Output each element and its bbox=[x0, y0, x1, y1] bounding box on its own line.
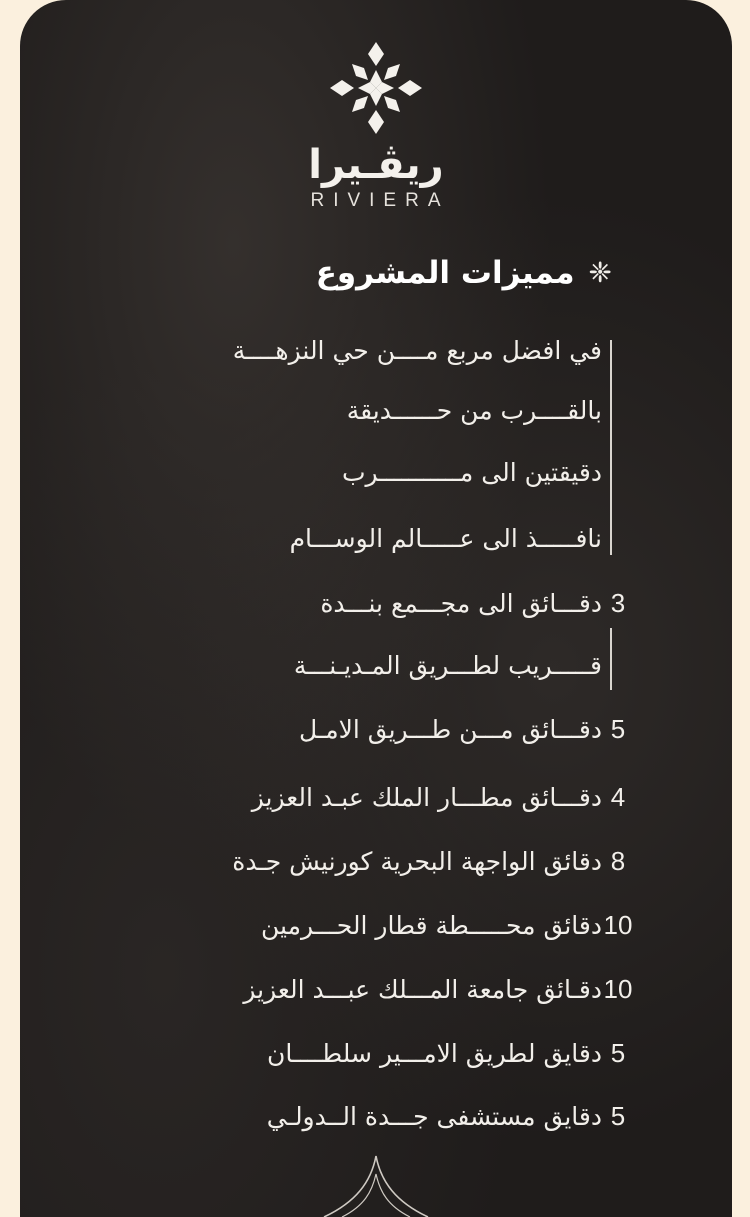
features-title: مميزات المشروع bbox=[315, 255, 575, 291]
feature-item bbox=[132, 836, 626, 886]
feature-item bbox=[132, 385, 602, 435]
feature-text: بالقــــرب من حــــــديقة bbox=[346, 395, 602, 425]
feature-item bbox=[132, 1091, 626, 1141]
feature-text: دقائق الواجهة البحرية كورنيش جـدة bbox=[232, 846, 602, 876]
bottom-ornament bbox=[20, 1152, 732, 1217]
feature-item bbox=[132, 513, 602, 563]
feature-text: دقايق لطريق الامـــير سلطــــان bbox=[267, 1038, 602, 1068]
logo-english-name: RIVIERA bbox=[310, 190, 450, 211]
feature-text: دقـــائق مطـــار الملك عبـد العزيز bbox=[251, 782, 602, 812]
arch-ornament-icon bbox=[316, 1152, 436, 1217]
feature-item bbox=[132, 772, 626, 822]
feature-item bbox=[132, 640, 602, 690]
feature-minutes: 10 bbox=[603, 974, 633, 1004]
features-card bbox=[20, 0, 732, 1217]
feature-item bbox=[132, 447, 602, 497]
feature-item bbox=[132, 325, 602, 375]
feature-minutes: 3 bbox=[610, 588, 626, 618]
feature-minutes: 5 bbox=[610, 1101, 626, 1131]
feature-text: دقايق مستشفى جـــدة الــدولـي bbox=[266, 1101, 602, 1131]
features-heading bbox=[316, 255, 612, 291]
feature-item bbox=[132, 900, 633, 950]
feature-item bbox=[132, 578, 626, 628]
feature-text: في افضل مربع مــــن حي النزهــــة bbox=[232, 335, 602, 365]
divider-line-middle bbox=[610, 628, 612, 690]
feature-minutes: 8 bbox=[610, 846, 626, 876]
logo-arabic-name: ريڤـيرا bbox=[308, 142, 444, 188]
feature-text: دقـائق جامعة المـــلك عبـــد العزيز bbox=[243, 974, 602, 1004]
snowflake-star-icon: ❈ bbox=[588, 256, 612, 289]
feature-minutes: 5 bbox=[610, 1038, 626, 1068]
feature-item bbox=[132, 1028, 626, 1078]
divider-line-top bbox=[610, 340, 612, 555]
feature-text: قـــــريب لطـــريق المـديـنـــة bbox=[293, 650, 602, 680]
feature-minutes: 4 bbox=[610, 782, 626, 812]
feature-text: دقـــائق الى مجـــمع بنـــدة bbox=[320, 588, 602, 618]
feature-minutes: 10 bbox=[603, 910, 633, 940]
feature-item bbox=[132, 704, 626, 754]
feature-minutes: 5 bbox=[610, 714, 626, 744]
feature-item bbox=[132, 964, 633, 1014]
feature-text: دقـــائق مـــن طـــريق الامـل bbox=[298, 714, 602, 744]
feature-text: نافـــــذ الى عـــــالم الوســـام bbox=[289, 523, 602, 553]
riviera-logo bbox=[20, 40, 732, 212]
feature-text: دقائق محـــــطة قطار الحـــرمين bbox=[261, 910, 602, 940]
feature-text: دقيقتين الى مـــــــــــرب bbox=[342, 457, 602, 487]
diamond-flower-emblem-icon bbox=[328, 40, 424, 136]
